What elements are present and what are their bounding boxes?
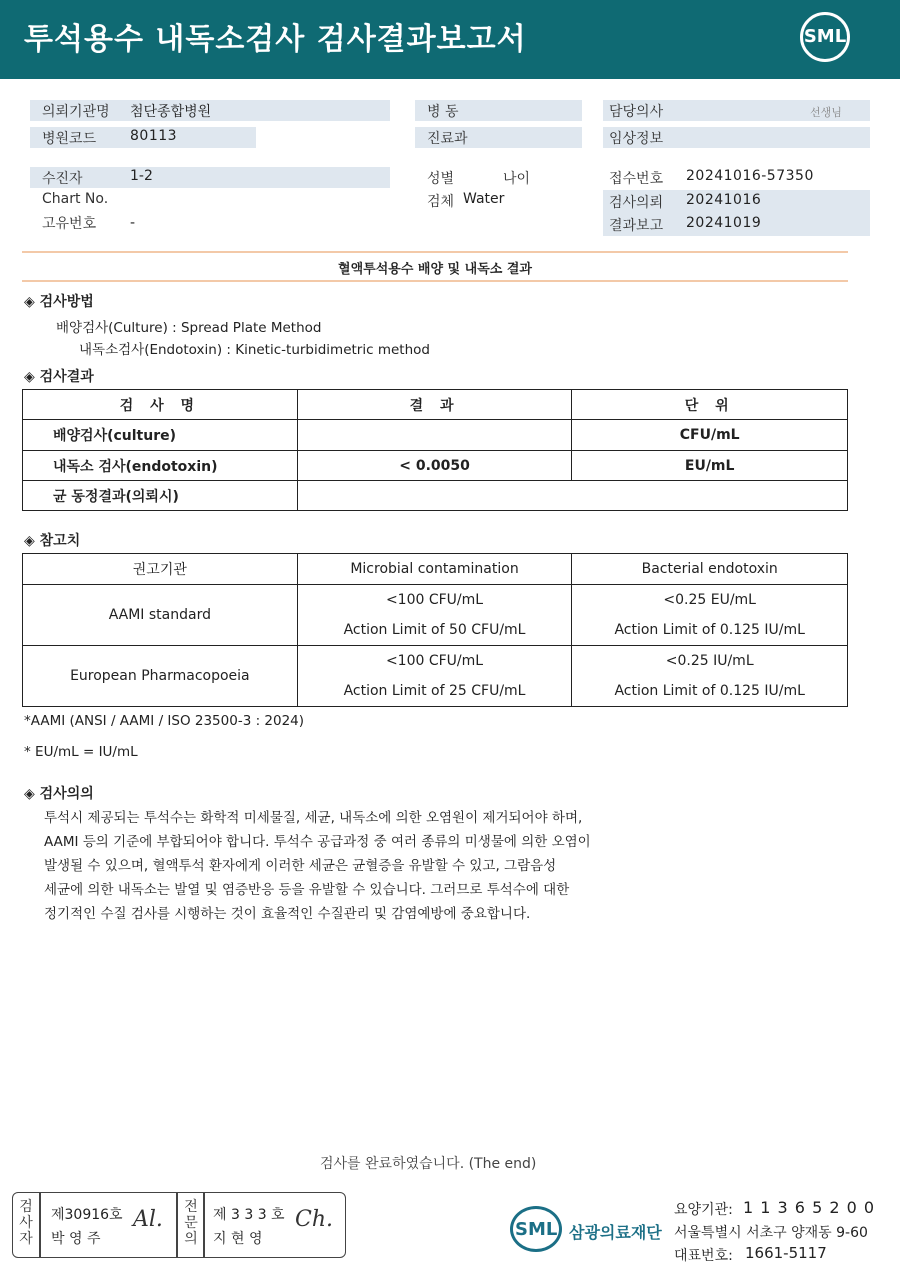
reference-aami-micro (297, 585, 572, 646)
result-value-endotoxin: < 0.0050 (297, 451, 572, 481)
results-heading: ◈ 검사결과 (24, 369, 94, 385)
significance-line: 세균에 의한 내독소는 발열 및 염증반응 등을 유발할 수 있습니다. 그러므로 투석수에 대한 (44, 882, 570, 898)
method-culture: 배양검사(Culture) : Spread Plate Method (56, 320, 322, 336)
specialist-vertical-label: 전 문 의 (184, 1199, 198, 1247)
reference-aami-endo (572, 585, 848, 646)
reference-note-aami: *AAMI (ANSI / AAMI / ISO 23500-3 : 2024) (24, 713, 305, 729)
results-header-name: 검 사 명 (23, 390, 298, 420)
result-name-endotoxin: 내독소 검사(endotoxin) (23, 451, 298, 481)
section-line-bottom (22, 280, 848, 282)
request-label: 검사의뢰 (609, 195, 664, 211)
reference-header-agency: 권고기관 (23, 554, 298, 585)
section-line-top (22, 251, 848, 253)
org-address: 서울특별시 서초구 양재동 9-60 (674, 1225, 868, 1241)
table-row (23, 481, 848, 511)
reference-ep-micro-action: Action Limit of 25 CFU/mL (343, 683, 526, 699)
chart-label: Chart No. (42, 191, 109, 207)
org-phone-label: 대표번호: (674, 1248, 733, 1264)
method-endotoxin: 내독소검사(Endotoxin) : Kinetic-turbidimetric method (79, 342, 430, 358)
table-row (23, 451, 848, 481)
doctor-suffix: 선생님 (810, 106, 842, 119)
org-logo-ring (510, 1206, 562, 1252)
table-row (23, 585, 848, 646)
receipt-label: 접수번호 (609, 171, 664, 187)
signature-box (12, 1192, 346, 1258)
org-code-value: 1 1 3 6 5 2 0 0 (743, 1198, 876, 1217)
specialist-signature: Ch. (295, 1207, 333, 1232)
receipt-value: 20241016-57350 (686, 168, 814, 184)
org-logo-text: SML (515, 1219, 558, 1240)
significance-line: 발생될 수 있으며, 혈액투석 환자에게 이러한 세균은 균혈증을 유발할 수 있고, 그람음성 (44, 858, 557, 874)
org-code-label: 요양기관: (674, 1202, 733, 1218)
sml-logo (800, 12, 850, 62)
requester-label: 의뢰기관명 (42, 104, 110, 120)
reference-header-row (23, 554, 848, 585)
age-label: 나이 (503, 171, 531, 187)
results-header-row (23, 390, 848, 420)
reference-table (22, 553, 848, 707)
reference-aami-micro-limit: <100 CFU/mL (385, 592, 484, 608)
examiner-name: 박 영 주 (51, 1231, 101, 1247)
significance-heading: ◈ 검사의의 (24, 786, 94, 802)
results-header-unit: 단 위 (572, 390, 848, 420)
patient-value: 1-2 (130, 168, 153, 184)
results-header-result: 결 과 (297, 390, 572, 420)
reference-heading: ◈ 참고치 (24, 533, 81, 549)
org-phone-value: 1661-5117 (745, 1244, 827, 1262)
results-table (22, 389, 848, 511)
reference-ep-micro (297, 646, 572, 707)
examiner-license-no: 제30916호 (51, 1207, 123, 1223)
specimen-label: 검체 (427, 194, 455, 210)
significance-line: 정기적인 수질 검사를 시행하는 것이 효율적인 수질관리 및 감염예방에 중요합니다. (44, 906, 531, 922)
reference-ep-endo-action: Action Limit of 0.125 IU/mL (614, 683, 805, 699)
reference-aami-endo-action: Action Limit of 0.125 IU/mL (614, 622, 805, 638)
reference-aami-endo-limit: <0.25 EU/mL (663, 592, 756, 608)
reference-note-unit: * EU/mL = IU/mL (24, 744, 138, 760)
reference-header-microbial: Microbial contamination (297, 554, 572, 585)
end-text: 검사를 완료하였습니다. (The end) (320, 1156, 537, 1172)
report-header (0, 0, 900, 79)
reference-ep-name: European Pharmacopoeia (23, 646, 298, 707)
sex-label: 성별 (427, 171, 455, 187)
specialist-name: 지 현 영 (213, 1231, 263, 1247)
hospital-code-value: 80113 (130, 128, 178, 144)
reference-ep-endo-limit: <0.25 IU/mL (665, 653, 754, 669)
examiner-vertical-label: 검 사 자 (19, 1199, 33, 1247)
reference-aami-micro-action: Action Limit of 50 CFU/mL (343, 622, 526, 638)
clinical-label: 임상정보 (609, 131, 664, 147)
examiner-signature: Al. (133, 1207, 163, 1232)
result-name-culture: 배양검사(culture) (23, 420, 298, 451)
specimen-value: Water (463, 191, 505, 207)
sml-logo-text: SML (803, 26, 847, 47)
info-bar-patient (30, 167, 390, 188)
reference-ep-micro-limit: <100 CFU/mL (385, 653, 484, 669)
org-logo (510, 1206, 562, 1252)
signature-divider (176, 1193, 178, 1257)
result-value-culture (297, 420, 572, 451)
result-unit-culture: CFU/mL (572, 420, 848, 451)
unique-value: - (130, 215, 136, 231)
department-label: 진료과 (427, 131, 468, 147)
ward-label: 병 동 (427, 104, 459, 120)
report-label: 결과보고 (609, 218, 664, 234)
table-row (23, 420, 848, 451)
requester-value: 첨단종합병원 (130, 104, 212, 120)
reference-header-endotoxin: Bacterial endotoxin (572, 554, 848, 585)
table-row (23, 646, 848, 707)
result-name-identification: 균 동정결과(의뢰시) (23, 481, 298, 511)
significance-line: 투석시 제공되는 투석수는 화학적 미세물질, 세균, 내독소에 의한 오염원이 제거되어야 하며, (44, 810, 583, 826)
reference-aami-name: AAMI standard (23, 585, 298, 646)
result-unit-endotoxin: EU/mL (572, 451, 848, 481)
signature-divider (203, 1193, 205, 1257)
reference-ep-endo (572, 646, 848, 707)
patient-label: 수진자 (42, 171, 83, 187)
hospital-code-label: 병원코드 (42, 131, 97, 147)
report-value: 20241019 (686, 215, 762, 231)
significance-line: AAMI 등의 기준에 부합되어야 합니다. 투석수 공급과정 중 여러 종류의 미생물에 의한 오염이 (44, 834, 591, 850)
result-value-identification (297, 481, 847, 511)
unique-label: 고유번호 (42, 216, 97, 232)
method-heading: ◈ 검사방법 (24, 294, 94, 310)
report-title: 투석용수 내독소검사 검사결과보고서 (24, 22, 527, 57)
section-title: 혈액투석용수 배양 및 내독소 결과 (338, 262, 532, 277)
doctor-label: 담당의사 (609, 104, 664, 120)
specialist-license-no: 제 3 3 3 호 (213, 1207, 285, 1223)
org-name: 삼광의료재단 (569, 1223, 662, 1242)
request-value: 20241016 (686, 192, 762, 208)
signature-divider (39, 1193, 41, 1257)
